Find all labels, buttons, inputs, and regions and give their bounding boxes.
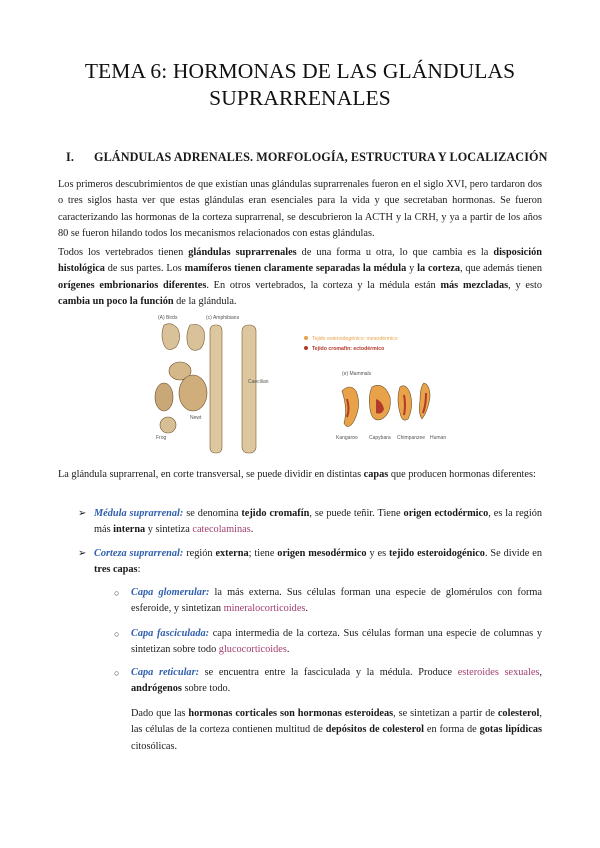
section-heading-text: GLÁNDULAS ADRENALES. MORFOLOGÍA, ESTRUCTURA Y LOCALIZACIÓN [94,150,548,164]
text-run: Dado que las [131,708,189,719]
text-run: La glándula suprarrenal, en corte transversal, se puede dividir en distintas [58,469,364,480]
bullet-label: Corteza suprarrenal: [94,548,184,559]
newt-gland [179,375,207,411]
bold-run: tejido cromafín [241,508,310,519]
sub-bullet-reticular [114,665,542,698]
bold-run: gotas lipídicas [479,724,542,736]
bold-run: hormonas corticales son hormonas esteroideas [188,708,394,719]
text-run: y [406,263,418,275]
bold-run: capas [363,469,389,480]
circle-bullet-icon: ○ [114,668,120,678]
bold-run: tres capas [94,564,138,576]
text-run: la más externa. Sus células forman una especie de glomérulos con forma esferoide, y sintetizan [131,587,542,615]
bullet-medulla [78,506,542,539]
bold-run: origen mesodérmico [277,548,367,559]
caecilian-gland-right [242,325,256,453]
text-run: de una forma u otra, lo que cambia es la [296,247,494,258]
paragraph-cholesterol [131,706,542,755]
text-run: , las células de la corteza contienen multitud de [131,708,542,736]
figure-label-human: Human [430,435,447,441]
highlight-run: catecolaminas [192,524,251,536]
legend-steroidogenic: Tejido esteroidogénico: mesodérmico [312,336,398,342]
bold-run: interna [113,524,146,536]
arrow-bullet-icon: ➢ [78,548,87,559]
text-run: sobre todo. [181,683,231,695]
figure-label-caecilian: Caecilian [248,379,269,385]
text-run: y sintetiza [145,524,193,536]
figure-label-birds: (A) Birds [158,315,178,321]
section-heading [66,150,566,165]
text-run: . [305,603,308,615]
text-run: y es [366,548,389,559]
page-title-line1: TEMA 6: HORMONAS DE LAS GLÁNDULAS [84,59,516,83]
figure-label-frog: Frog [156,435,167,441]
highlight-run: esteroides sexuales [457,667,540,678]
bold-run: externa [215,548,249,559]
bold-run: orígenes embrionarios diferentes [58,279,207,291]
text-run: . En otros vertebrados, la corteza y la médula están [206,279,441,291]
page-title-line2: SUPRARRENALES [209,86,391,110]
sub-bullet-fasciculada [114,626,542,659]
text-run: Todos los vertebrados tienen [58,247,189,258]
bold-run: disposición histológica [58,247,542,275]
bold-run: cambia un poco la función [58,296,174,308]
bold-run: más mezcladas [440,279,509,291]
sub-bullet-label: Capa fasciculada: [131,628,210,639]
text-run: que producen hormonas diferentes: [388,469,536,480]
text-run: se encuentra entre la fasciculada y la médula. Produce [199,667,458,678]
adrenal-comparison-figure [150,307,450,455]
text-run: , se puede teñir. Tiene [309,508,404,519]
bullet-cortex [78,546,542,579]
text-run: citosólicas. [131,740,178,752]
section-number: I. [66,150,74,164]
circle-bullet-icon: ○ [114,588,120,598]
highlight-run: glucocorticoides [218,644,287,656]
text-run: . [286,644,290,656]
text-run: de sus partes. Los [104,263,185,275]
figure-label-mammals: (e) Mammals [342,371,372,377]
text-run: . Se divide en [484,548,542,559]
text-run: capa intermedia de la corteza. Sus células forman una especie de columnas y sintetizan sobre todo [131,628,542,656]
paragraph-vertebrates [58,245,542,311]
small-gland [160,417,176,433]
text-run: : [137,564,141,576]
sub-bullet-label: Capa glomerular: [131,587,210,598]
text-run: en forma de [423,724,480,736]
text-run: . [250,524,254,536]
chimpanzee-medulla [404,395,405,415]
text-run: región [183,548,216,559]
legend-dot-steroidogenic [304,336,308,340]
text-run: ; tiene [248,548,278,559]
sub-bullet-glomerular [114,585,542,618]
bold-run: colesterol [497,708,540,719]
paragraph-intro: Los primeros descubrimientos de que existían unas glándulas suprarrenales fueron en el siglo XVI, pero tardaron dos o tres siglos hasta ver que estas glándulas eran esenciales para la vida y que secretaban hormonas. Se fueron caracterizando las hormonas de la corteza suprarrenal, se descubrieron la ACTH y la CRH, y ya a partir de los años 80 se fueron hilando todos los mecanismos relacionados con estas glándulas. [58,179,542,240]
bird-gland-2 [187,324,205,350]
figure-label-newt: Newt [190,415,202,421]
bold-run: depósitos de colesterol [325,724,424,736]
bold-run: glándulas suprarrenales [188,247,297,258]
text-run: , es la región más [94,508,542,536]
text-run: , [539,667,542,678]
bold-run: tejido esteroidogénico [389,548,485,559]
text-run: se denomina [183,508,242,519]
bold-run: origen ectodérmico [403,508,489,519]
paragraph-layers [58,467,542,483]
bold-run: andrógenos [131,683,182,695]
caecilian-gland-left [210,325,222,453]
page-title [0,58,600,112]
legend-chromaffin: Tejido cromafín: ectodérmico [312,346,385,352]
figure-label-capybara: Capybara [369,435,391,441]
text-run: , se sintetizan a partir de [393,708,498,719]
highlight-run: mineralocorticoides [223,603,306,615]
bird-gland-1 [162,324,180,350]
arrow-bullet-icon: ➢ [78,508,87,519]
frog-gland [155,383,173,411]
text-run: de la glándula. [173,296,237,308]
figure-label-kangaroo: Kangaroo [336,435,358,441]
legend-dot-chromaffin [304,346,308,350]
bold-run: mamíferos tienen claramente separadas la médula [184,263,407,275]
bullet-label: Médula suprarrenal: [94,508,184,519]
figure-label-amphibians: (c) Amphibians [206,315,240,321]
sub-bullet-label: Capa reticular: [131,667,200,678]
circle-bullet-icon: ○ [114,629,120,639]
bold-run: la corteza [417,263,461,275]
text-run: , y esto [508,279,542,291]
text-run: , que además tienen [460,263,543,275]
figure-label-chimpanzee: Chimpanzee [397,435,426,441]
